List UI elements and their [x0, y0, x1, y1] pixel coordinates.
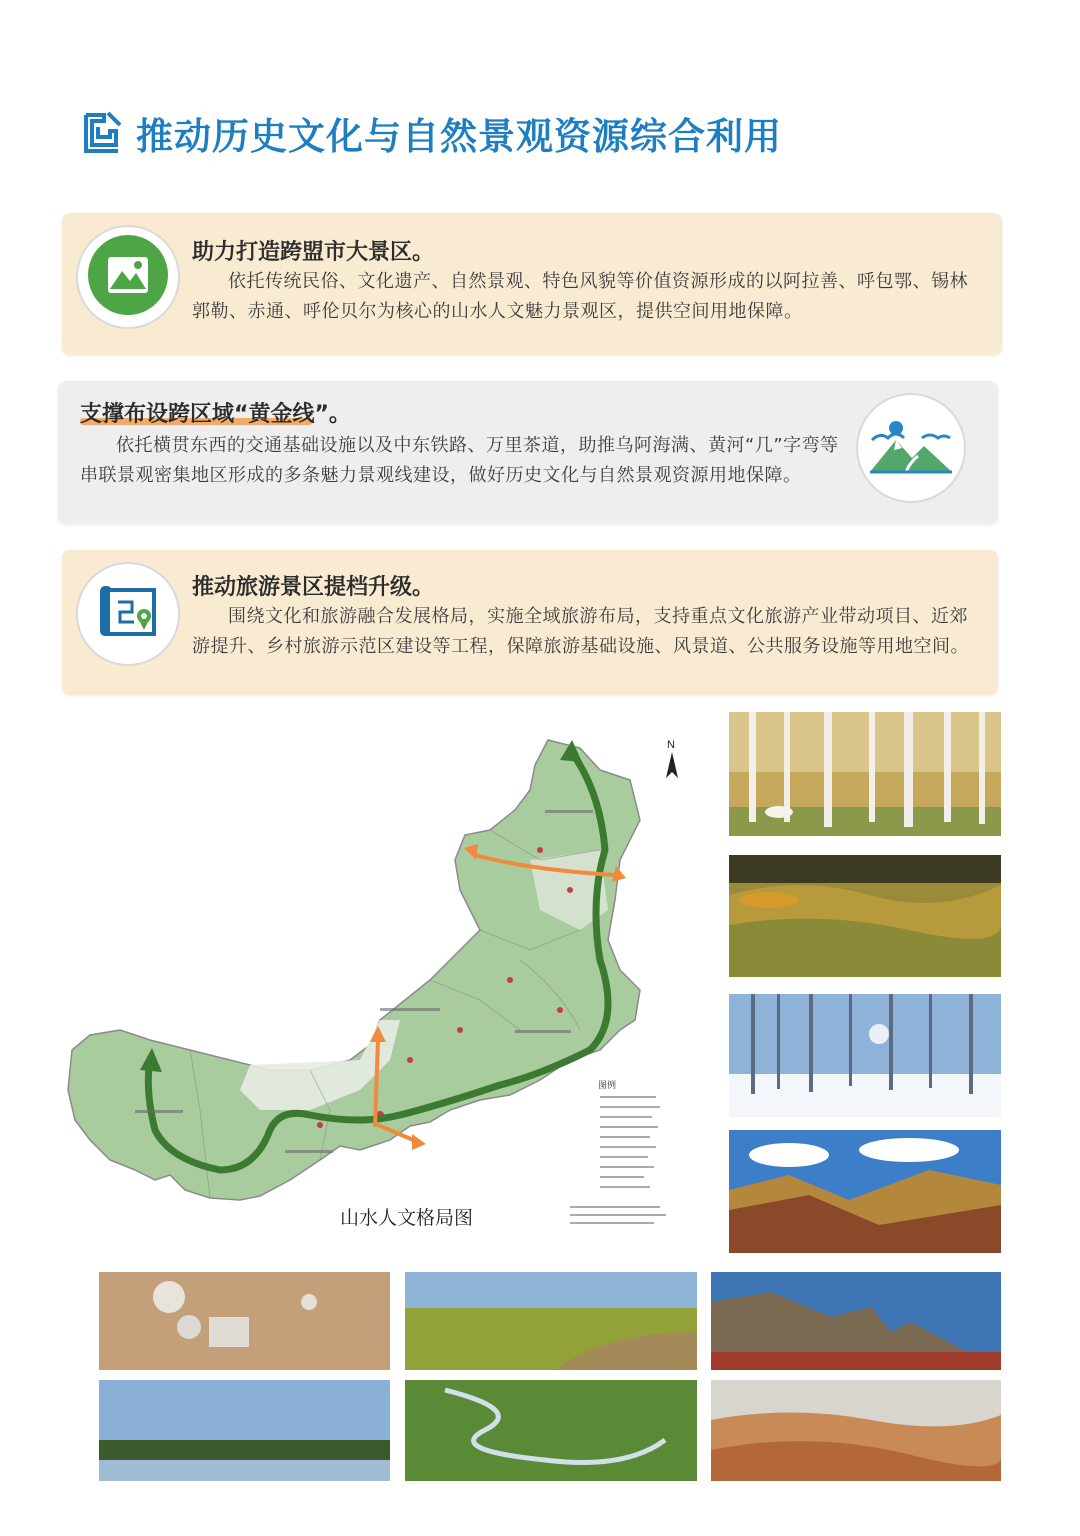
desert-camp-photo [99, 1272, 390, 1370]
section-body: 依托横贯东西的交通基础设施以及中东铁路、万里茶道，助推乌阿海满、黄河“几”字弯等串联景观密集地区形成的多条魅力景观线建设，做好历史文化与自然景观资源用地保障。 [80, 435, 839, 486]
map-caption: 山水人文格局图 [340, 1207, 474, 1229]
svg-text:图例: 图例 [598, 1081, 617, 1091]
section-icon-circle [76, 562, 180, 666]
map-scroll-icon [88, 572, 168, 656]
mountain-landscape-icon [86, 233, 170, 321]
north-label: N [667, 739, 675, 751]
section-heading: 推动旅游景区提档升级。 [192, 575, 435, 600]
section-card-golden-line [58, 381, 998, 524]
section-icon-circle [856, 393, 966, 503]
section-icon-circle [76, 225, 180, 329]
page-title: 推动历史文化与自然景观资源综合利用 [136, 115, 782, 158]
section-heading: 支撑布设跨区域“黄金线”。 [80, 402, 351, 427]
north-arrow [666, 752, 678, 778]
landscape-pattern-map [60, 730, 720, 1250]
sand-dunes-photo [711, 1380, 1001, 1481]
section-heading: 助力打造跨盟市大景区。 [192, 240, 435, 265]
snow-forest-photo [729, 994, 1001, 1117]
section-card-scenic-area [62, 213, 1002, 355]
mountain-road-icon [866, 406, 956, 490]
wetland-photo [99, 1380, 390, 1481]
birch-forest-photo [729, 712, 1001, 836]
section-body: 围绕文化和旅游融合发展格局，实施全域旅游布局，支持重点文化旅游产业带动项目、近郊游提升、乡村旅游示范区建设等工程，保障旅游基础设施、风景道、公共服务设施等用地空间。 [192, 606, 969, 657]
autumn-mountain-photo [729, 1130, 1001, 1253]
autumn-grassland-photo [729, 855, 1001, 977]
green-plain-photo [405, 1272, 697, 1370]
rock-formation-photo [711, 1272, 1001, 1370]
page-title-row [82, 108, 782, 158]
section-body: 依托传统民俗、文化遗产、自然景观、特色风貌等价值资源形成的以阿拉善、呼包鄂、锡林郭勒、赤通、呼伦贝尔为核心的山水人文魅力景观区，提供空间用地保障。 [192, 271, 968, 322]
meandering-river-photo [405, 1380, 697, 1481]
document-icon [82, 109, 122, 157]
map-legend [570, 1079, 666, 1224]
section-card-tourism-upgrade [62, 550, 998, 695]
